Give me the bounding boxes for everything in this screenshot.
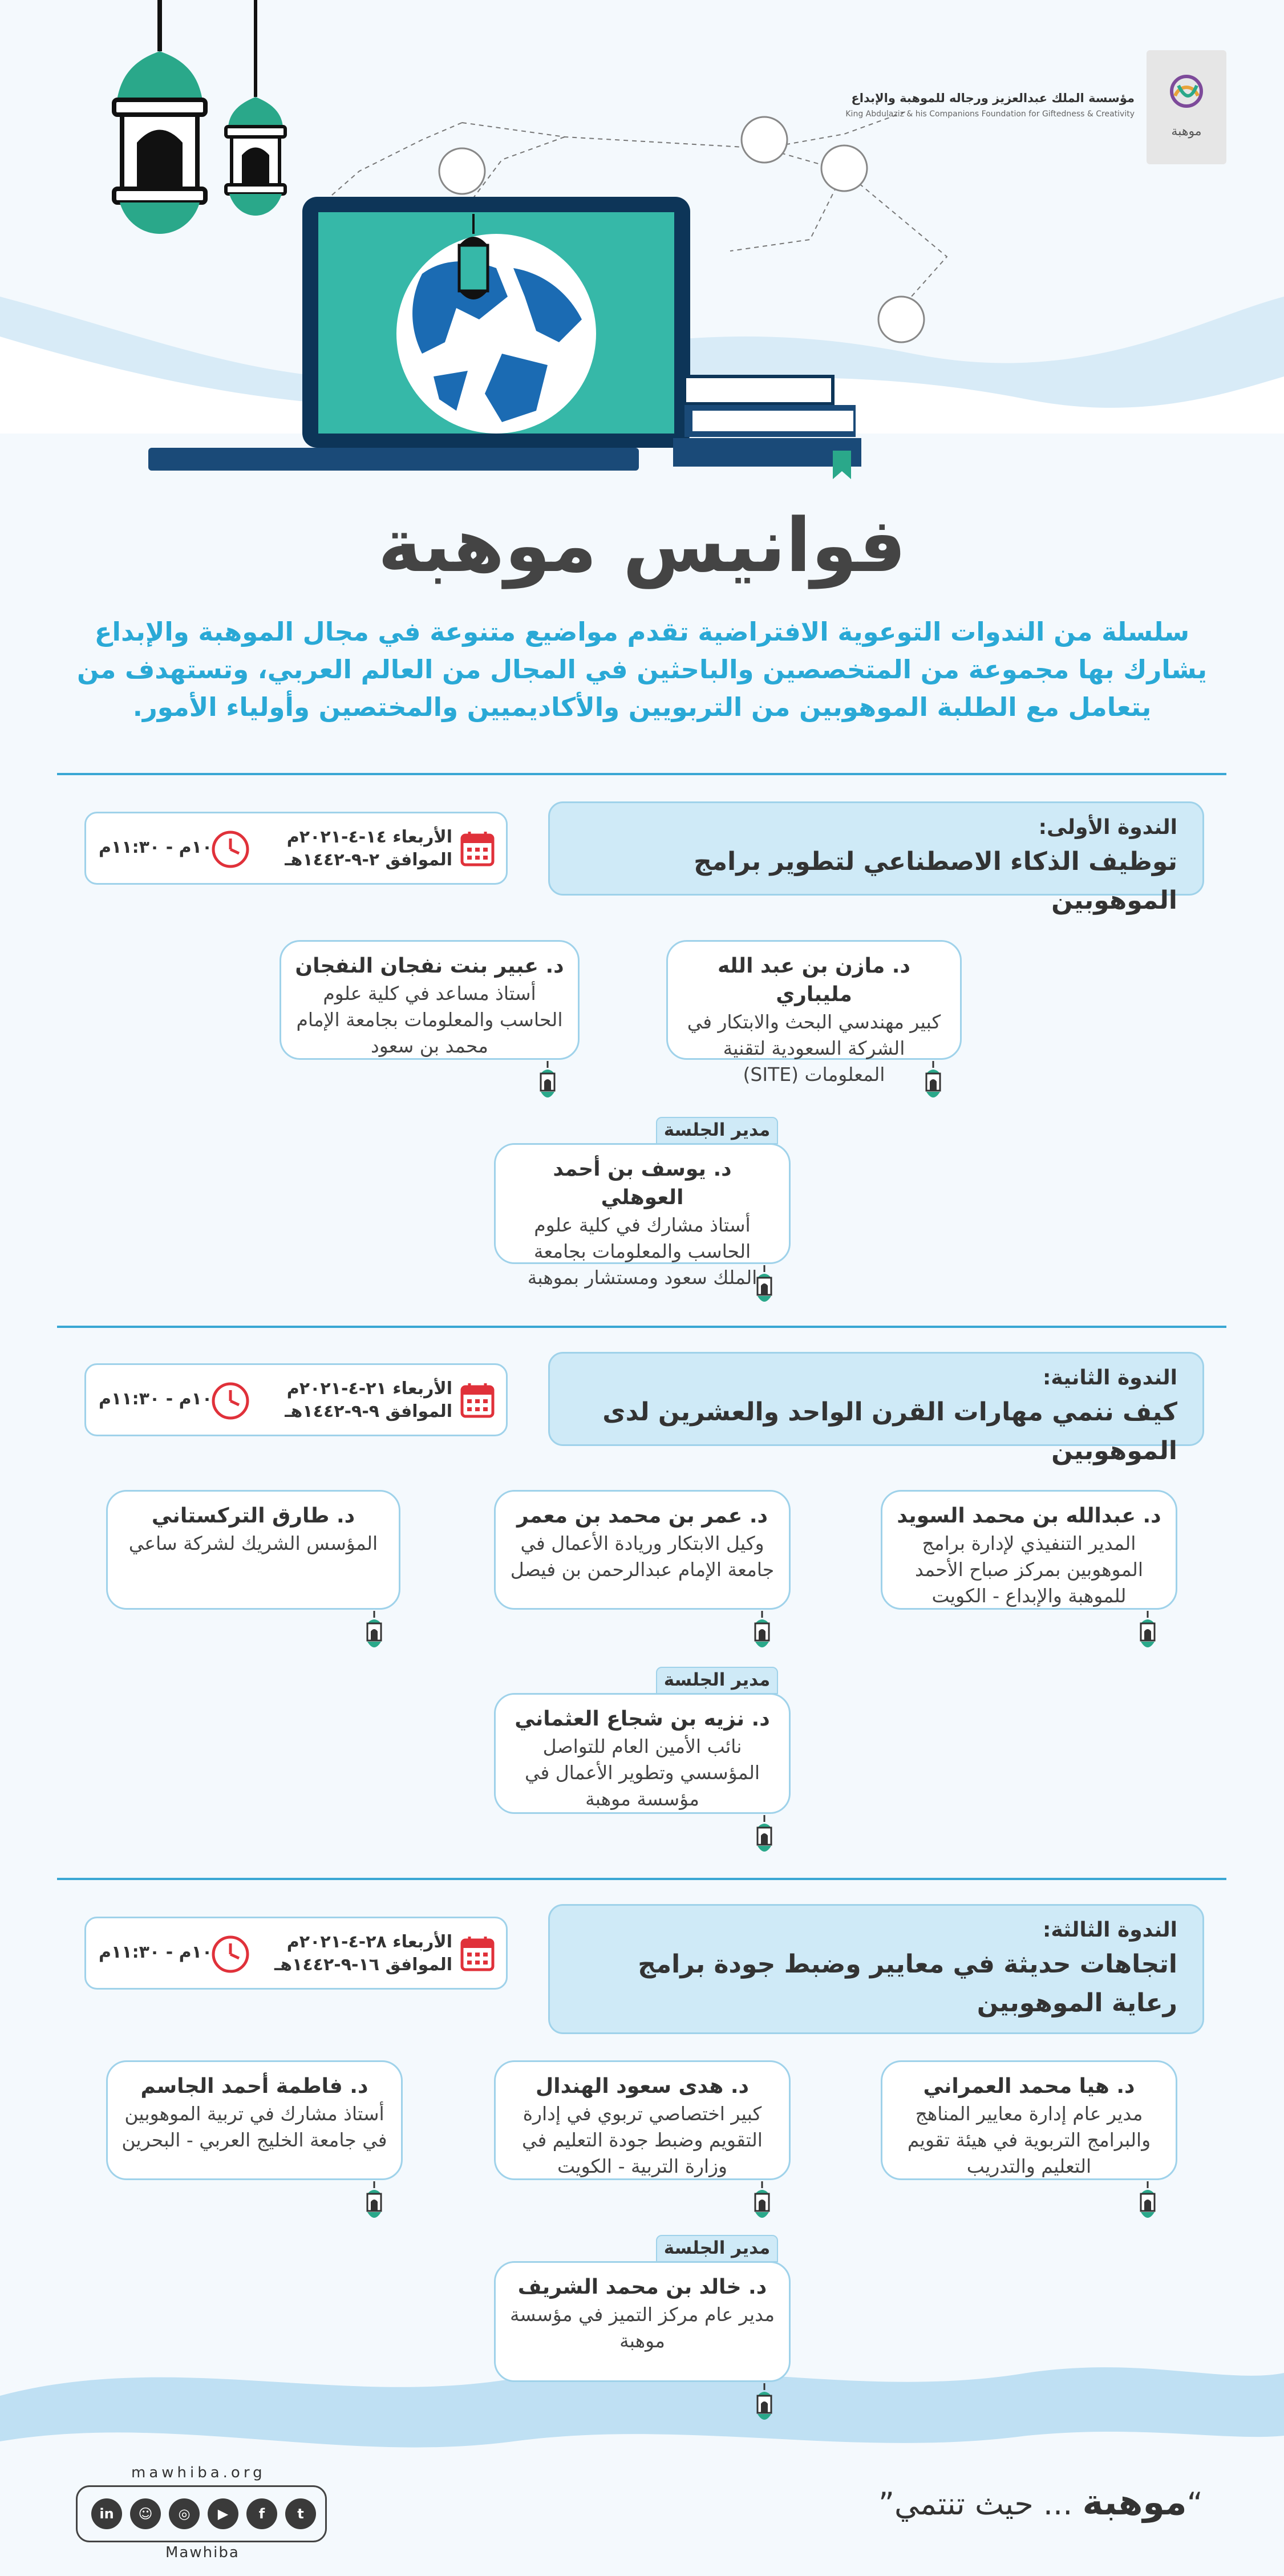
speaker-name: د. هدى سعود الهندال [536,2075,749,2098]
intro-paragraph [57,613,1227,726]
seminar-time: ١٠م - ١١:٣٠م [99,837,213,857]
seminar-3-date-box [84,1917,508,1990]
seminar-time: ١٠م - ١١:٣٠م [99,1942,213,1962]
section-divider [57,1326,1226,1328]
seminar-label: الندوة الأولى: [1038,816,1177,839]
seminar-1-date-box [84,812,508,885]
facebook-icon[interactable]: f [246,2498,277,2529]
intro-line: يشارك بها مجموعة من المتخصصين والباحثين في المجال من العالم العربي، وتستهدف من [77,654,1207,684]
lantern-icon [751,2181,773,2223]
seminar-1-title [548,801,1204,915]
moderator-description: مدير عام مركز التميز في مؤسسة موهبة [509,2303,775,2352]
foundation-name-ar: مؤسسة الملك عبدالعزيز ورجاله للموهبة والإبداع [851,91,1135,105]
seminar-label: الندوة الثالثة: [1042,1918,1177,1942]
speaker-description: المدير التنفيذي لإدارة برامج الموهوبين بمركز صباح الأحمد للموهبة والإبداع - الكويت [914,1532,1144,1607]
speaker-description: المؤسس الشريك لشركة ساعي [128,1532,378,1554]
seminar-hijri-date: الموافق ٩-٩-١٤٤٢هـ [285,1402,452,1421]
speaker-name: د. عبير بنت نفجان النفجان [295,954,564,978]
social-links [76,2485,327,2542]
moderator-name: د. خالد بن محمد الشريف [517,2275,767,2299]
lantern-icon [753,1265,776,1307]
slogan-brand: موهبة [1082,2481,1187,2523]
speaker-card [881,2060,1177,2180]
intro-line: يتعامل مع الطلبة الموهوبين من التربويين والأكاديميين والمختصين وأولياء الأمور. [132,692,1152,722]
seminar-topic: كيف ننمي مهارات القرن الواحد والعشرين لدى الموهوبين [602,1398,1177,1465]
seminar-date: الأربعاء ٢٨-٤-٢٠٢١م [286,1932,452,1952]
clock-icon [210,829,250,869]
moderator-tag: مدير الجلسة [656,1667,778,1694]
speaker-card [666,940,962,1086]
lantern-icon [363,1611,386,1653]
moderator-card [494,1693,791,1814]
header-illustration [103,0,993,491]
moderator-tag: مدير الجلسة [656,2235,778,2262]
lantern-icon [1136,2181,1159,2223]
seminar-hijri-date: الموافق ٢-٩-١٤٤٢هـ [285,850,452,870]
clock-icon [210,1381,250,1421]
clock-icon [210,1934,250,1974]
lantern-icon [363,2181,386,2223]
seminar-label: الندوة الثانية: [1042,1366,1177,1390]
lantern-icon [751,1611,773,1653]
moderator-card [494,1143,791,1289]
speaker-card [280,940,580,1060]
foundation-name-en: King Abdulaziz & his Companions Foundation for Giftedness & Creativity [845,110,1135,119]
youtube-icon[interactable]: ▶ [208,2498,238,2529]
moderator-description: أستاذ مشارك في كلية علوم الحاسب والمعلومات بجامعة الملك سعود ومستشار بموهبة [527,1214,758,1289]
speaker-card [106,1490,400,1610]
moderator-tag: مدير الجلسة [656,1117,778,1144]
seminar-date: الأربعاء ١٤-٤-٢٠٢١م [286,827,452,847]
calendar-icon [460,831,495,867]
page-title: فوانيس موهبة [378,502,906,589]
seminar-2-title [548,1352,1204,1465]
moderator-name: د. نزيه بن شجاع العثماني [515,1707,770,1731]
speaker-name: د. فاطمة أحمد الجاسم [140,2075,368,2098]
seminar-date: الأربعاء ٢١-٤-٢٠٢١م [286,1379,452,1399]
seminar-3-title [548,1904,1204,2034]
seminar-time: ١٠م - ١١:٣٠م [99,1389,213,1409]
speaker-card [494,1490,791,1610]
speaker-description: أستاذ مشارك في تربية الموهوبين في جامعة الخليج العربي - البحرين [121,2103,387,2151]
speaker-description: وكيل الابتكار وريادة الأعمال في جامعة الإمام عبدالرحمن بن فيصل [510,1532,775,1581]
lantern-large-icon [114,0,205,234]
speaker-description: أستاذ مساعد في كلية علوم الحاسب والمعلومات بجامعة الإمام محمد بن سعود [296,982,563,1057]
speaker-description: مدير عام إدارة معايير المناهج والبرامج التربوية في هيئة تقويم التعليم والتدريب [907,2103,1151,2177]
seminar-topic: اتجاهات حديثة في معايير وضبط جودة برامج رعاية الموهوبين [638,1950,1177,2018]
section-divider [57,1878,1226,1880]
speaker-card [494,2060,791,2180]
speaker-name: د. طارق التركستاني [151,1504,355,1528]
speaker-name: د. هيا محمد العمراني [923,2075,1135,2098]
speaker-name: د. مازن بن عبد الله مليباري [718,954,910,1006]
lantern-icon [753,2383,776,2425]
section-divider [57,773,1226,775]
speaker-name: د. عبدالله بن محمد السويد [897,1504,1161,1528]
lantern-icon [753,1815,776,1857]
twitter-icon[interactable]: t [285,2498,316,2529]
moderator-name: د. يوسف بن أحمد العوهلي [553,1157,732,1209]
moderator-card [494,2261,791,2382]
slogan-text: ... حيث تنتمي [894,2486,1073,2522]
speaker-name: د. عمر بن محمد بن معمر [516,1504,768,1528]
calendar-icon [460,1382,495,1419]
moderator-description: نائب الأمين العام للتواصل المؤسسي وتطوير الأعمال في مؤسسة موهبة [524,1735,760,1810]
mawhiba-logo [1147,50,1226,164]
lantern-icon [922,1061,945,1103]
lantern-icon [1136,1611,1159,1653]
mawhiba-logo-mark-icon [1168,73,1205,110]
logo-text: موهبة [1171,124,1202,139]
lantern-icon [536,1061,559,1103]
snapchat-icon[interactable]: ☺ [130,2498,161,2529]
speaker-card [881,1490,1177,1610]
footer-slogan: “موهبة ... حيث تنتمي” [878,2481,1203,2523]
social-handle: Mawhiba [165,2544,240,2561]
seminar-hijri-date: الموافق ١٦-٩-١٤٤٢هـ [274,1955,452,1975]
intro-line: سلسلة من الندوات التوعوية الافتراضية تقدم مواضيع متنوعة في مجال الموهبة والإبداع [94,617,1190,647]
calendar-icon [460,1935,495,1972]
speaker-description: كبير مهندسي البحث والابتكار في الشركة السعودية لتقنية المعلومات (SITE) [687,1011,941,1086]
seminar-2-date-box [84,1363,508,1436]
instagram-icon[interactable]: ◎ [169,2498,200,2529]
speaker-description: كبير اختصاصي تربوي في إدارة التقويم وضبط جودة التعليم في وزارة التربية - الكويت [522,2103,763,2177]
seminar-topic: توظيف الذكاء الاصطناعي لتطوير برامج الموهوبين [694,847,1177,915]
linkedin-icon[interactable]: in [91,2498,122,2529]
website-url[interactable]: mawhiba.org [131,2464,266,2481]
speaker-card [106,2060,403,2180]
lantern-small-icon [226,0,285,216]
